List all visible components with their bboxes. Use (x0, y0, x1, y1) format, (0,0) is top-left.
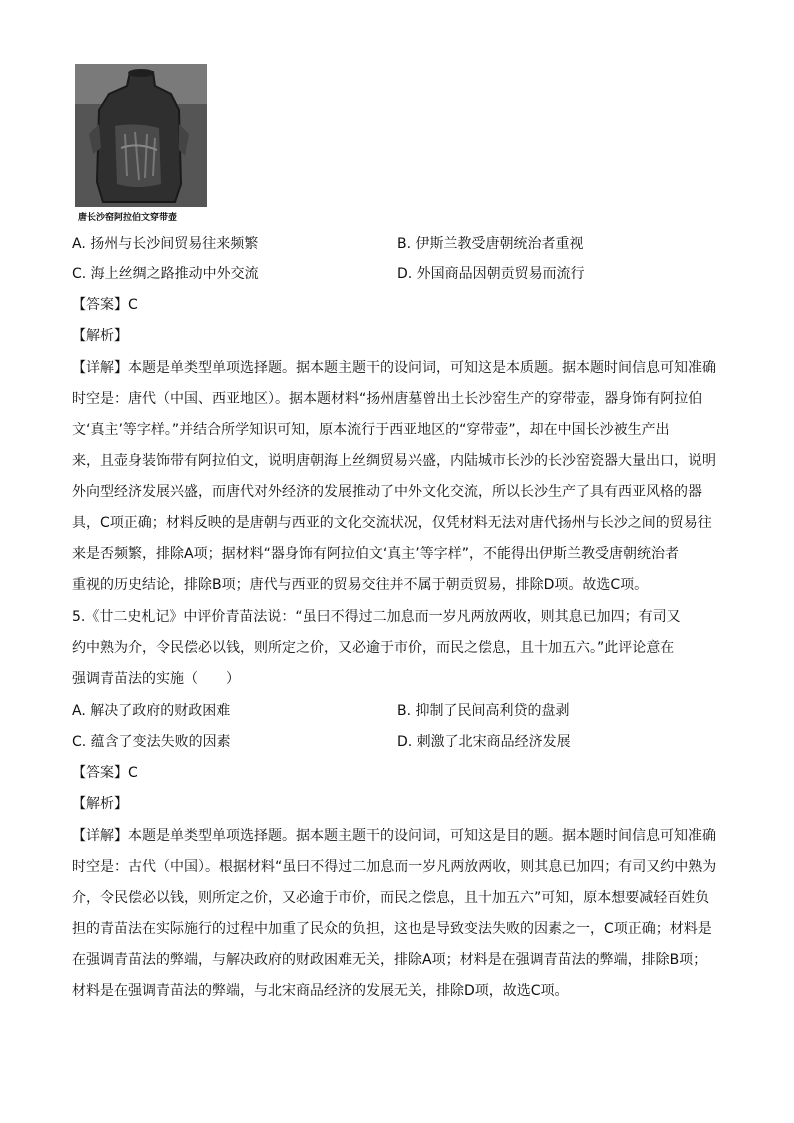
q4-detail-line: 外向型经济发展兴盛，而唐代对外经济的发展推动了中外文化交流，所以长沙生产了具有西亚风格的器 (72, 484, 702, 500)
figure-caption: 唐长沙窑阿拉伯文穿带壶 (78, 213, 178, 223)
q5-detail-line: 介，令民偿必以钱，则所定之价，又必逾于市价，而民之偿息，且十加五六”可知，原本想要减轻百姓负 (72, 890, 710, 906)
q4-detail-line: 【详解】本题是单类型单项选择题。据本题主题干的设问词，可知这是本质题。据本题时间信息可知准确 (72, 360, 716, 376)
q4-option-d: D. 外国商品因朝贡贸易而流行 (397, 266, 585, 282)
q4-detail-line: 具，C项正确；材料反映的是唐朝与西亚的文化交流状况，仅凭材料无法对唐代扬州与长沙之间的贸易往 (72, 515, 712, 531)
q5-detail-line: 材料是在强调青苗法的弊端，与北宋商品经济的发展无关，排除D项，故选C项。 (72, 983, 569, 999)
q5-stem-line: 强调青苗法的实施（ ） (72, 671, 240, 687)
q4-analysis-heading: 【解析】 (72, 328, 128, 344)
q5-analysis-heading: 【解析】 (72, 796, 128, 812)
q4-detail-line: 来，且壶身装饰带有阿拉伯文，说明唐朝海上丝绸贸易兴盛，内陆城市长沙的长沙窑瓷器大量出口，说明 (72, 453, 716, 469)
q5-stem-line: 约中熟为介，令民偿必以钱，则所定之价，又必逾于市价，而民之偿息，且十加五六。”此评论意在 (72, 640, 675, 656)
flask-image (75, 64, 207, 207)
q5-stem-line: 5.《廿二史札记》中评价青苗法说：“虽曰不得过二加息而一岁凡两放两收，则其息已加四；有司又 (72, 609, 681, 625)
q5-option-c: C. 蕴含了变法失败的因素 (72, 734, 231, 750)
q5-option-a: A. 解决了政府的财政困难 (72, 703, 231, 719)
q4-detail-line: 重视的历史结论，排除B项；唐代与西亚的贸易交往并不属于朝贡贸易，排除D项。故选C项。 (72, 577, 649, 593)
q5-detail-line: 在强调青苗法的弊端，与解决政府的财政困难无关，排除A项；材料是在强调青苗法的弊端，排除B项； (72, 952, 708, 968)
q5-option-b: B. 抑制了民间高利贷的盘剥 (397, 703, 570, 719)
q5-detail-line: 时空是：古代（中国）。根据材料“虽曰不得过二加息而一岁凡两放两收，则其息已加四；有司又约中熟为 (72, 859, 717, 875)
q5-option-d: D. 刺激了北宋商品经济发展 (397, 734, 571, 750)
q4-answer: 【答案】C (72, 297, 138, 313)
q5-answer: 【答案】C (72, 765, 138, 781)
q4-option-b: B. 伊斯兰教受唐朝统治者重视 (397, 236, 584, 252)
q4-detail-line: 来是否频繁，排除A项；据材料“器身饰有阿拉伯文‘真主’等字样”，不能得出伊斯兰教受唐朝统治者 (72, 546, 679, 562)
q5-detail-line: 【详解】本题是单类型单项选择题。据本题主题干的设问词，可知这是目的题。据本题时间信息可知准确 (72, 828, 716, 844)
artifact-photo (75, 64, 207, 207)
q4-detail-line: 时空是：唐代（中国、西亚地区）。据本题材料“扬州唐墓曾出土长沙窑生产的穿带壶，器身饰有阿拉伯 (72, 391, 703, 407)
q4-detail-line: 文‘真主’等字样。”并结合所学知识可知，原本流行于西亚地区的“穿带壶”，却在中国长沙被生产出 (72, 422, 670, 438)
q5-detail-line: 担的青苗法在实际施行的过程中加重了民众的负担，这也是导致变法失败的因素之一，C项正确；材料是 (72, 921, 712, 937)
q4-option-a: A. 扬州与长沙间贸易往来频繁 (72, 236, 259, 252)
q4-option-c: C. 海上丝绸之路推动中外交流 (72, 266, 259, 282)
